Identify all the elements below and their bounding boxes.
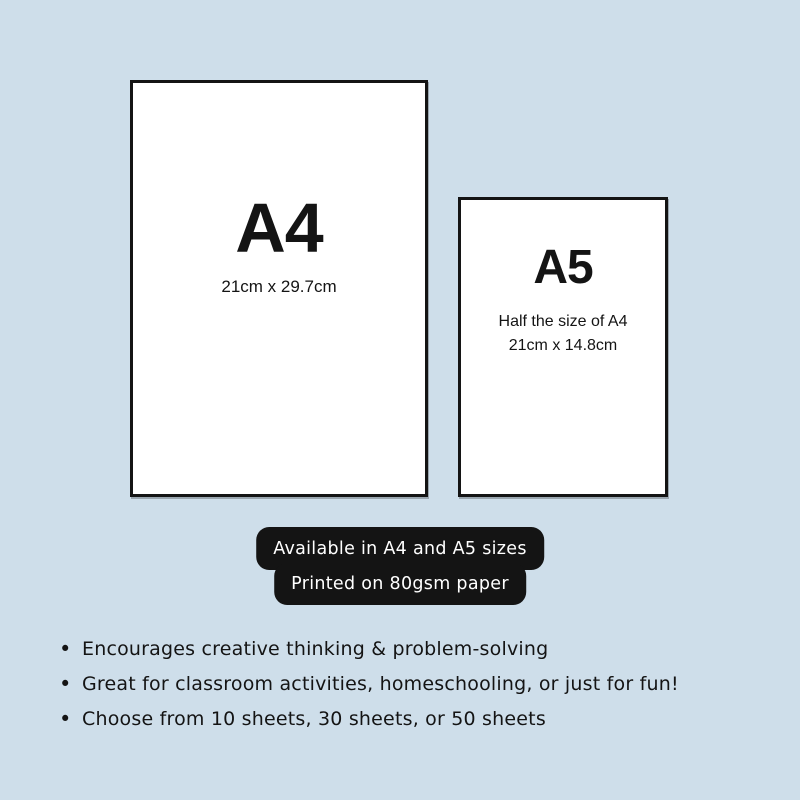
paper-sheet-a5 <box>458 197 668 497</box>
paper-a5-label: A5 <box>533 241 593 294</box>
paper-a4-dimensions: 21cm x 29.7cm <box>221 277 337 296</box>
feature-item-classroom-use: • Great for classroom activities, homeschooling, or just for fun! <box>57 667 757 702</box>
feature-item-creative-thinking: • Encourages creative thinking & problem-solving <box>57 632 757 667</box>
paper-a5-subtitle: Half the size of A4 <box>498 313 628 330</box>
paper-a4-label: A4 <box>235 189 323 267</box>
badge-sizes-line: Available in A4 and A5 sizes <box>256 527 544 570</box>
availability-badge <box>256 527 544 605</box>
paper-a5-dimensions: 21cm x 14.8cm <box>508 337 618 354</box>
feature-list <box>57 632 757 737</box>
paper-sheet-a4 <box>130 80 428 497</box>
badge-paper-weight-line: Printed on 80gsm paper <box>274 563 526 605</box>
feature-item-sheet-counts: • Choose from 10 sheets, 30 sheets, or 50 sheets <box>57 702 757 737</box>
